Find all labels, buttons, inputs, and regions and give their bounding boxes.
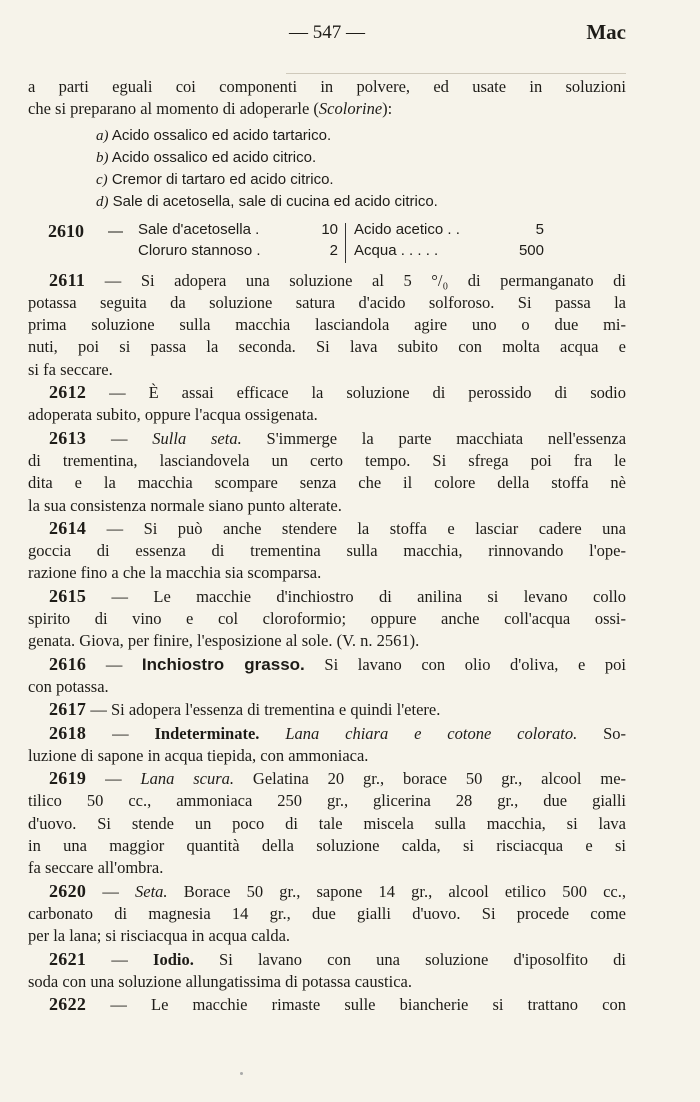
entry-subject: Lana chiara e cotone colorato. bbox=[285, 723, 578, 743]
entry-number: 2619 bbox=[49, 768, 87, 789]
entry-2618: 2618 — Indeterminate. Lana chiara e cotone colorato. So- luzione di sapone in acqua tiepida, con ammoniaca. bbox=[28, 722, 627, 765]
entry-number: 2622 bbox=[49, 994, 87, 1015]
entry-2615: 2615 — Le macchie d'inchiostro di anilina si levano collo spirito di vino e col cloroformio; oppure anche coll'acqua ossi- genata. Giova, per finire, l'esposizione al sole. (V. n. 2561). bbox=[28, 585, 627, 651]
list-item: d) Sale di acetosella, sale di cucina ed acido citrico. bbox=[96, 192, 438, 210]
entry-number: 2614 bbox=[49, 517, 87, 538]
ingredient-qty-left: 10 2 bbox=[321, 220, 338, 259]
entry-2613: 2613 — Sulla seta. S'immerge la parte macchiata nell'essenza di trementina, lasciandovela un certo tempo. Si sfrega poi fra le dita e la macchia scompare senza che il colore della stoffa nè la sua consistenza normale siano punto alterate. bbox=[28, 427, 627, 515]
entry-heading: Iodio. bbox=[153, 949, 194, 969]
entry-2614: 2614 — Si può anche stendere la stoffa e lasciar cadere una goccia di essenza di trementina sulla macchia, rinnovando l'ope- razione fino a che la macchia sia scomparsa. bbox=[28, 517, 627, 583]
entry-2617: 2617 — Si adopera l'essenza di trementina e quindi l'etere. bbox=[49, 699, 441, 720]
entry-number: 2620 bbox=[49, 880, 87, 901]
entry-number: 2621 bbox=[49, 948, 87, 969]
entry-2622: 2622 — Le macchie rimaste sulle biancherie si trattano con bbox=[49, 994, 626, 1015]
entry-number: 2612 bbox=[49, 382, 87, 403]
recipe-2610: 2610 — Sale d'acetosella . Cloruro stannoso . 10 2 Acido acetico . . Acqua . . . . . 5 500 bbox=[28, 219, 626, 265]
entry-2611: 2611 — Si adopera una soluzione al 5 °/₀ di permanganato di potassa seguita da soluzione satura d'acido solforoso. Si passa la prima soluzione sulla macchia lasciandola agire uno o due mi- nuti, poi si passa la seconda. Si lava subito con molta acqua e si fa seccare. bbox=[28, 269, 626, 379]
page-header bbox=[28, 20, 626, 50]
ingredient-names-left: Sale d'acetosella . Cloruro stannoso . bbox=[138, 220, 261, 259]
entry-subject: Sulla seta. bbox=[152, 428, 242, 448]
scolorine-term: Scolorine bbox=[318, 99, 383, 119]
entry-heading: Inchiostro grasso. bbox=[141, 654, 305, 674]
entry-2612: 2612 — È assai efficace la soluzione di perossido di sodio adoperata subito, oppure l'acqua ossigenata. bbox=[28, 382, 627, 425]
entry-2616: 2616 — Inchiostro grasso. Si lavano con olio d'oliva, e poi con potassa. bbox=[28, 653, 627, 696]
entry-2619: 2619 — Lana scura. Gelatina 20 gr., borace 50 gr., alcool me- tilico 50 cc., ammoniaca 250 gr., glicerina 28 gr., due gialli d'uovo. Si stende un poco di tale miscela sulla macchia, si lava in una maggior quantità della soluzione calda, si risciacqua e si fa seccare all'ombra. bbox=[28, 768, 627, 878]
entry-number: 2610 bbox=[48, 220, 84, 241]
brace-divider bbox=[345, 223, 346, 263]
page-body bbox=[28, 76, 626, 1016]
entry-number: 2618 bbox=[49, 722, 87, 743]
entry-2621: 2621 — Iodio. Si lavano con una soluzione d'iposolfito di soda con una soluzione allungatissima di potassa caustica. bbox=[28, 948, 626, 991]
entry-heading: Indeterminate. bbox=[154, 723, 260, 743]
intro-line: a parti eguali coi componenti in polvere, ed usate in soluzioni bbox=[28, 77, 626, 96]
list-item: c) Cremor di tartaro ed acido citrico. bbox=[96, 170, 334, 188]
ingredient-qty-right: 5 500 bbox=[518, 220, 544, 259]
entry-number: 2615 bbox=[49, 585, 87, 606]
entry-2620: 2620 — Seta. Borace 50 gr., sapone 14 gr., alcool etilico 500 cc., carbonato di magnesia 14 gr., due gialli d'uovo. Si procede come per la lana; si risciacqua in acqua calda. bbox=[28, 880, 627, 946]
entry-subject: Lana scura. bbox=[140, 769, 235, 789]
list-item: a) Acido ossalico ed acido tartarico. bbox=[96, 126, 332, 144]
list-item: b) Acido ossalico ed acido citrico. bbox=[96, 148, 317, 166]
paper-speck bbox=[240, 1072, 243, 1075]
entry-number: 2617 bbox=[49, 699, 87, 720]
entry-subject: Seta. bbox=[135, 881, 168, 901]
intro-paragraph bbox=[28, 76, 626, 121]
scolorine-list bbox=[96, 125, 626, 213]
ingredient-names-right: Acido acetico . . Acqua . . . . . bbox=[354, 220, 460, 259]
intro-line: che si preparano al momento di adoperarle (Scolorine): bbox=[28, 99, 393, 119]
entry-number: 2616 bbox=[49, 653, 87, 674]
entry-number: 2613 bbox=[49, 427, 87, 448]
running-head: Mac bbox=[586, 20, 626, 44]
header-rule bbox=[286, 73, 626, 74]
entry-number: 2611 bbox=[49, 269, 86, 290]
page-number: — 547 — bbox=[289, 22, 365, 43]
